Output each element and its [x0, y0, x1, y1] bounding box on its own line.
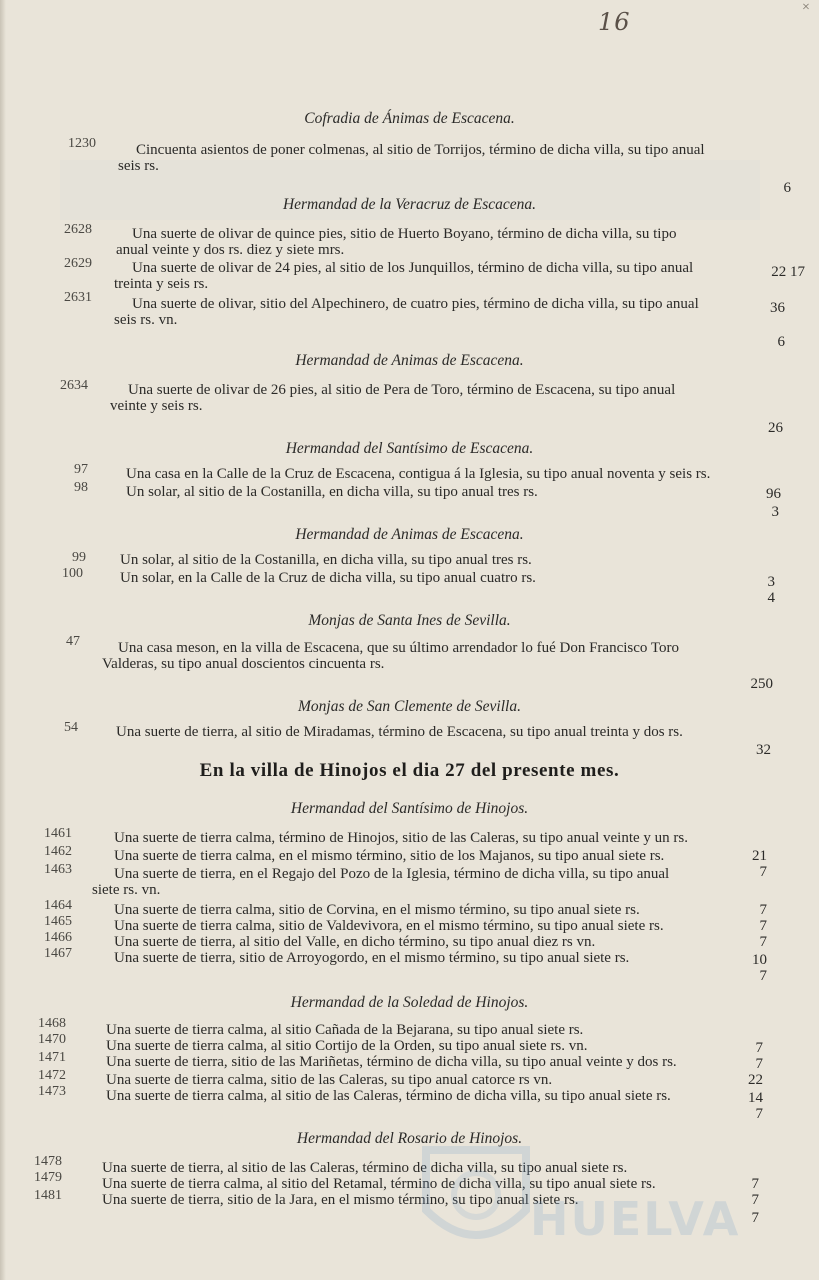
entry-amount: 21	[752, 848, 767, 864]
entry-text: Una suerte de tierra calma, sitio de las Caleras, su tipo anual catorce rs vn.	[106, 1072, 553, 1088]
entry-number: 2628	[64, 222, 92, 237]
entry-amount: 4	[767, 590, 775, 606]
entry-text: Una casa en la Calle de la Cruz de Escacena, contigua á la Iglesia, su tipo anual noventa y seis rs.	[126, 466, 711, 482]
entry-text: seis rs. vn.	[114, 312, 178, 328]
entry-number: 1468	[38, 1016, 66, 1031]
section-heading: Hermandad del Santísimo de Hinojos.	[290, 800, 529, 817]
entry-amount: 14	[748, 1090, 763, 1106]
entry-amount: 6	[777, 334, 785, 350]
entry-amount: 7	[759, 918, 767, 934]
entry-amount: 250	[750, 676, 773, 692]
entry-text: treinta y seis rs.	[114, 276, 209, 292]
entry-number: 1466	[44, 930, 72, 945]
page-number: 16	[598, 8, 631, 36]
entry-amount: 7	[759, 902, 767, 918]
section-heading: Cofradia de Ánimas de Escacena.	[304, 110, 515, 127]
entry-number: 1467	[44, 946, 72, 961]
entry-text: anual veinte y dos rs. diez y siete mrs.	[116, 242, 345, 258]
entry-text: Una suerte de tierra calma, término de Hinojos, sitio de las Caleras, su tipo anual veinte y un rs.	[114, 830, 689, 846]
entry-text: Cincuenta asientos de poner colmenas, al sitio de Torrijos, término de dicha villa, su tipo anual	[136, 142, 705, 158]
entry-amount: 3	[767, 574, 775, 590]
entry-text: Una suerte de tierra, al sitio de las Caleras, término de dicha villa, su tipo anual siete rs.	[102, 1160, 628, 1176]
section-heading: Monjas de San Clemente de Sevilla.	[298, 698, 521, 715]
entry-text: Una suerte de olivar de quince pies, sitio de Huerto Boyano, término de dicha villa, su tipo	[132, 226, 677, 242]
section-heading: Hermandad del Rosario de Hinojos.	[296, 1130, 523, 1147]
entry-amount: 7	[755, 1106, 763, 1122]
entry-number: 1479	[34, 1170, 62, 1185]
entry-amount: 7	[755, 1056, 763, 1072]
entry-text: Una suerte de olivar, sitio del Alpechinero, de cuatro pies, término de dicha villa, su tipo anual	[132, 296, 699, 312]
entry-text: Una suerte de tierra, en el Regajo del Pozo de la Iglesia, término de dicha villa, su tipo anual	[114, 866, 670, 882]
entry-amount: 36	[770, 300, 785, 316]
entry-number: 54	[64, 720, 78, 735]
entry-text: Una suerte de tierra, sitio de la Jara, en el mismo término, su tipo anual siete rs.	[102, 1192, 579, 1208]
entry-text: Un solar, al sitio de la Costanilla, en dicha villa, su tipo anual tres rs.	[120, 552, 532, 568]
entry-amount: 96	[766, 486, 781, 502]
watermark-text: HUELVA	[530, 1192, 741, 1246]
entry-amount: 22	[748, 1072, 763, 1088]
entry-amount: 7	[755, 1040, 763, 1056]
entry-text: Una suerte de tierra calma, en el mismo término, sitio de los Majanos, su tipo anual siete rs.	[114, 848, 665, 864]
section-heading: Hermandad del Santísimo de Escacena.	[285, 440, 534, 457]
entry-amount: 6	[783, 180, 791, 196]
entry-text: Una suerte de tierra calma, al sitio de las Caleras, término de dicha villa, su tipo anual siete rs.	[106, 1088, 671, 1104]
entry-number: 1470	[38, 1032, 66, 1047]
entry-amount: 10	[752, 952, 767, 968]
corner-mark: ×	[802, 0, 810, 15]
entry-number: 100	[62, 566, 83, 581]
entry-text: Una suerte de tierra calma, al sitio del Retamal, término de dicha villa, su tipo anual siete rs.	[102, 1176, 656, 1192]
entry-number: 2634	[60, 378, 88, 393]
entry-number: 1464	[44, 898, 72, 913]
entry-text: Valderas, su tipo anual doscientos cincuenta rs.	[102, 656, 385, 672]
entry-text: Una suerte de tierra calma, al sitio Cañada de la Bejarana, su tipo anual siete rs.	[106, 1022, 584, 1038]
entry-text: Un solar, en la Calle de la Cruz de dicha villa, su tipo anual cuatro rs.	[120, 570, 536, 586]
entry-number: 2629	[64, 256, 92, 271]
entry-text: Una suerte de tierra calma, sitio de Valdevivora, en el mismo término, su tipo anual siete rs.	[114, 918, 664, 934]
entry-number: 1463	[44, 862, 72, 877]
entry-number: 1230	[68, 136, 96, 151]
section-heading: Hermandad de Animas de Escacena.	[295, 352, 524, 369]
entry-number: 2631	[64, 290, 92, 305]
section-heading: Hermandad de la Soledad de Hinojos.	[290, 994, 529, 1011]
entry-text: Una suerte de tierra, sitio de Arroyogordo, en el mismo término, su tipo anual siete rs.	[114, 950, 630, 966]
entry-text: Un solar, al sitio de la Costanilla, en dicha villa, su tipo anual tres rs.	[126, 484, 538, 500]
entry-number: 99	[72, 550, 86, 565]
section-heading: Monjas de Santa Ines de Sevilla.	[308, 612, 511, 629]
entry-text: Una suerte de tierra calma, al sitio Cortijo de la Orden, su tipo anual siete rs. vn.	[106, 1038, 588, 1054]
section-heading: Hermandad de la Veracruz de Escacena.	[282, 196, 537, 213]
entry-number: 1461	[44, 826, 72, 841]
entry-number: 97	[74, 462, 88, 477]
entry-text: Una suerte de olivar de 24 pies, al sitio de los Junquillos, término de dicha villa, su tipo anual	[132, 260, 694, 276]
entry-text: veinte y seis rs.	[110, 398, 203, 414]
entry-amount: 3	[771, 504, 779, 520]
entry-number: 1472	[38, 1068, 66, 1083]
entry-amount: 22 17	[771, 264, 805, 280]
entry-amount: 26	[768, 420, 783, 436]
entry-number: 1462	[44, 844, 72, 859]
entry-amount: 7	[751, 1192, 759, 1208]
entry-amount: 7	[759, 968, 767, 984]
entry-number: 1481	[34, 1188, 62, 1203]
entry-number: 1478	[34, 1154, 62, 1169]
page-edge-shadow	[0, 0, 6, 1280]
entry-amount: 7	[759, 864, 767, 880]
entry-number: 98	[74, 480, 88, 495]
entry-amount: 7	[759, 934, 767, 950]
town-heading: En la villa de Hinojos el dia 27 del presente mes.	[199, 760, 620, 781]
entry-amount: 7	[751, 1176, 759, 1192]
entry-number: 1471	[38, 1050, 66, 1065]
entry-amount: 32	[756, 742, 771, 758]
entry-amount: 7	[751, 1210, 759, 1226]
entry-text: Una suerte de tierra, al sitio de Miradamas, término de Escacena, su tipo anual treinta y dos rs.	[116, 724, 683, 740]
entry-text: Una suerte de tierra, sitio de las Mariñetas, término de dicha villa, su tipo anual veinte y dos rs.	[106, 1054, 677, 1070]
entry-number: 1473	[38, 1084, 66, 1099]
entry-text: Una suerte de tierra, al sitio del Valle, en dicho término, su tipo anual diez rs vn.	[114, 934, 596, 950]
entry-text: seis rs.	[118, 158, 159, 174]
entry-number: 1465	[44, 914, 72, 929]
entry-number: 47	[66, 634, 80, 649]
entry-text: siete rs. vn.	[92, 882, 161, 898]
entry-text: Una casa meson, en la villa de Escacena, que su último arrendador lo fué Don Francisco Toro	[118, 640, 679, 656]
section-heading: Hermandad de Animas de Escacena.	[295, 526, 524, 543]
entry-text: Una suerte de tierra calma, sitio de Corvina, en el mismo término, su tipo anual siete rs.	[114, 902, 640, 918]
entry-text: Una suerte de olivar de 26 pies, al sitio de Pera de Toro, término de Escacena, su tipo anual	[128, 382, 676, 398]
